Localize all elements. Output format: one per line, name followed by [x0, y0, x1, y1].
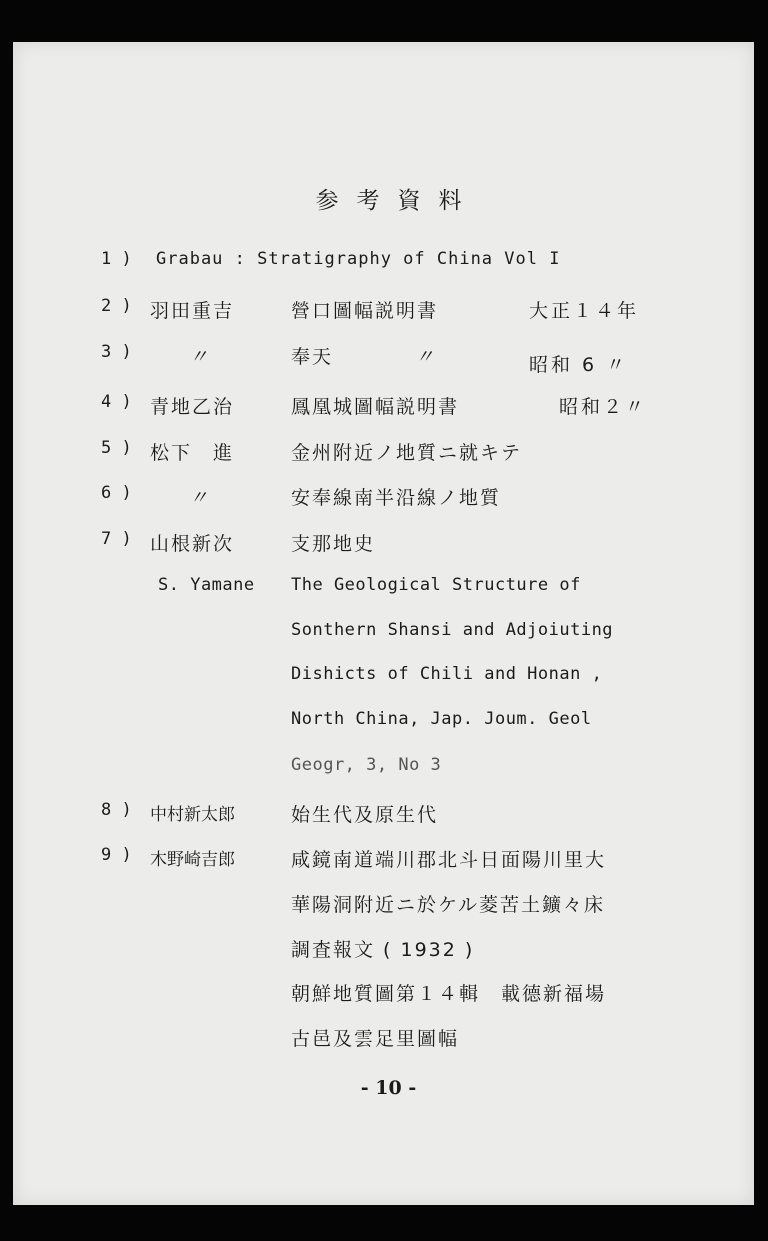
- reference-date: 昭和２〃: [559, 396, 648, 418]
- reference-title: 金州附近ノ地質ニ就キテ: [291, 442, 523, 464]
- reference-text: Grabau : Stratigraphy of China Vol I: [156, 249, 561, 269]
- page-heading: 参考資料: [315, 188, 480, 214]
- reference-title-line: 古邑及雲足里圖幅: [291, 1028, 460, 1050]
- reference-english-line: Dishicts of Chili and Honan ,: [291, 664, 603, 684]
- reference-author: 山根新次: [150, 533, 235, 555]
- reference-english-line: Geogr, 3, No 3: [291, 755, 442, 775]
- reference-english-line: The Geological Structure of: [291, 575, 581, 595]
- reference-title-line: 調査報文 ( 1932 ): [291, 939, 475, 961]
- reference-title-line: 華陽洞附近ニ於ケル菱苦土鑛々床: [291, 894, 606, 916]
- reference-title: 支那地史: [291, 533, 376, 555]
- reference-author: 木野崎吉郎: [150, 850, 235, 870]
- reference-date: 大正１４年: [529, 300, 640, 322]
- reference-author: 松下 進: [150, 442, 235, 464]
- reference-title-line: 咸鏡南道端川郡北斗日面陽川里大: [291, 849, 607, 871]
- reference-title: 始生代及原生代: [291, 804, 439, 826]
- reference-number: 5 ): [101, 438, 132, 458]
- reference-title: 營口圖幅説明書: [291, 300, 439, 322]
- reference-title-ditto: 〃: [415, 346, 438, 368]
- reference-title: 安奉線南半沿線ノ地質: [291, 487, 502, 509]
- reference-number: 6 ): [101, 483, 132, 503]
- reference-author: 青地乙治: [150, 396, 235, 418]
- reference-number: 9 ): [101, 845, 132, 865]
- reference-title-line: 朝鮮地質圖第１４輯 載德新福場: [291, 983, 607, 1005]
- reference-title: 鳳凰城圖幅説明書: [291, 396, 460, 418]
- reference-english-line: North China, Jap. Joum. Geol: [291, 709, 592, 729]
- reference-title: 奉天: [291, 346, 334, 368]
- reference-number: 8 ): [101, 800, 132, 820]
- reference-number: 3 ): [101, 342, 132, 362]
- reference-number: 4 ): [101, 392, 132, 412]
- reference-author: 羽田重吉: [150, 300, 235, 322]
- reference-english-author: S. Yamane: [158, 575, 255, 595]
- page-number: - 10 -: [360, 1077, 417, 1099]
- reference-number: 7 ): [101, 529, 132, 549]
- document-page: [13, 42, 754, 1205]
- reference-number: 1 ): [101, 249, 132, 269]
- reference-author-ditto: 〃: [189, 346, 211, 368]
- reference-date: 昭和 6 〃: [529, 354, 629, 376]
- reference-author-ditto: 〃: [189, 487, 211, 509]
- reference-number: 2 ): [101, 296, 132, 316]
- reference-english-line: Sonthern Shansi and Adjoiuting: [291, 620, 614, 640]
- reference-author: 中村新太郎: [150, 805, 235, 825]
